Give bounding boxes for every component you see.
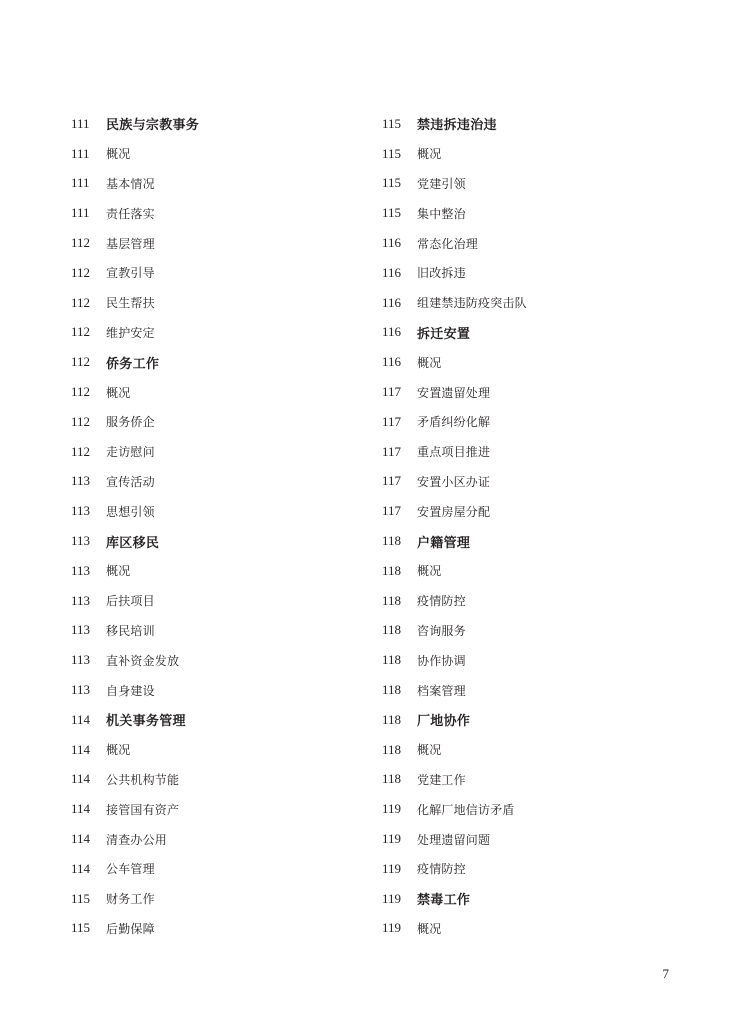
toc-page-number: 113: [71, 533, 91, 549]
toc-entry: [71, 288, 371, 318]
toc-entry-title: 安置房屋分配: [417, 504, 491, 519]
toc-page-number: 119: [382, 801, 402, 817]
toc-entry-title: 宣教引导: [106, 266, 155, 281]
toc-entry-title: 思想引领: [106, 504, 155, 519]
toc-entry: [382, 169, 682, 199]
toc-page-number: 116: [382, 235, 402, 251]
toc-entry: [382, 377, 682, 407]
toc-entry: [382, 794, 682, 824]
toc-entry: [71, 496, 371, 526]
toc-section-heading: [382, 705, 682, 735]
toc-page-number: 118: [382, 592, 402, 608]
toc-entry: [382, 914, 682, 944]
toc-entry-title: 宣传活动: [106, 474, 155, 489]
toc-section-heading: [71, 109, 371, 139]
toc-entry: [71, 854, 371, 884]
toc-page-number: 112: [71, 235, 91, 251]
toc-entry: [382, 407, 682, 437]
toc-page-number: 113: [71, 622, 91, 638]
toc-entry: [382, 347, 682, 377]
toc-page-number: 119: [382, 920, 402, 936]
toc-page-number: 115: [382, 205, 402, 221]
toc-entry-title: 基层管理: [106, 236, 155, 251]
toc-section-title: 拆迁安置: [417, 326, 471, 342]
toc-entry: [71, 407, 371, 437]
toc-section-heading: [71, 347, 371, 377]
toc-entry-title: 概况: [106, 385, 131, 400]
toc-page-number: 112: [71, 354, 91, 370]
toc-section-title: 侨务工作: [106, 356, 160, 372]
toc-entry: [71, 198, 371, 228]
toc-page-number: 114: [71, 860, 91, 876]
toc-page-number: 114: [71, 711, 91, 727]
toc-entry: [71, 914, 371, 944]
toc-page-number: 117: [382, 384, 402, 400]
toc-entry: [382, 765, 682, 795]
toc-entry: [382, 645, 682, 675]
toc-entry-title: 常态化治理: [417, 236, 479, 251]
toc-entry: [382, 288, 682, 318]
toc-entry: [382, 854, 682, 884]
toc-page-number: 113: [71, 503, 91, 519]
toc-section-heading: [382, 526, 682, 556]
toc-page-number: 112: [71, 384, 91, 400]
toc-entry: [382, 496, 682, 526]
toc-page-number: 111: [71, 175, 90, 191]
toc-entry-title: 处理遗留问题: [417, 832, 491, 847]
page-number: 7: [662, 966, 669, 981]
toc-page-number: 118: [382, 533, 402, 549]
toc-entry: [71, 318, 371, 348]
toc-entry-title: 移民培训: [106, 623, 155, 638]
toc-entry-title: 概况: [106, 147, 131, 162]
toc-page-number: 118: [382, 562, 402, 578]
toc-page-number: 119: [382, 860, 402, 876]
toc-entry-title: 协作协调: [417, 653, 466, 668]
toc-entry: [382, 735, 682, 765]
toc-entry-title: 旧改拆违: [417, 266, 466, 281]
toc-entry: [382, 437, 682, 467]
toc-section-heading: [382, 318, 682, 348]
toc-section-title: 厂地协作: [417, 714, 471, 730]
toc-column-right: [382, 109, 682, 943]
toc-entry-title: 清查办公用: [106, 832, 168, 847]
toc-entry: [71, 735, 371, 765]
toc-page-number: 112: [71, 294, 91, 310]
toc-entry-title: 概况: [417, 355, 442, 370]
toc-page-number: 112: [71, 413, 91, 429]
toc-entry: [71, 645, 371, 675]
toc-entry-title: 财务工作: [106, 892, 155, 907]
toc-entry: [71, 616, 371, 646]
toc-entry-title: 概况: [417, 921, 442, 936]
toc-entry-title: 公车管理: [106, 862, 155, 877]
toc-entry-title: 基本情况: [106, 176, 155, 191]
toc-entry-title: 公共机构节能: [106, 772, 180, 787]
toc-section-title: 户籍管理: [417, 535, 471, 551]
toc-page-number: 117: [382, 473, 402, 489]
toc-entry-title: 概况: [106, 743, 131, 758]
toc-entry: [71, 824, 371, 854]
toc-page-number: 112: [71, 264, 91, 280]
toc-entry-title: 化解厂地信访矛盾: [417, 802, 515, 817]
toc-entry-title: 后勤保障: [106, 921, 155, 936]
toc-page-number: 113: [71, 652, 91, 668]
toc-entry: [71, 228, 371, 258]
toc-entry: [71, 556, 371, 586]
toc-entry-title: 档案管理: [417, 683, 466, 698]
toc-page-number: 111: [71, 115, 90, 131]
toc-entry-title: 概况: [417, 743, 442, 758]
toc-page-number: 115: [71, 920, 91, 936]
toc-page-number: 118: [382, 652, 402, 668]
toc-page-number: 116: [382, 324, 402, 340]
toc-page-number: 115: [382, 145, 402, 161]
toc-entry-title: 矛盾纠纷化解: [417, 415, 491, 430]
toc-page-number: 115: [71, 890, 91, 906]
toc-entry: [71, 586, 371, 616]
toc-page-number: 114: [71, 831, 91, 847]
toc-page-number: 118: [382, 771, 402, 787]
toc-page-number: 119: [382, 890, 402, 906]
toc-page-number: 117: [382, 413, 402, 429]
toc-entry-title: 疫情防控: [417, 862, 466, 877]
toc-page-number: 115: [382, 175, 402, 191]
toc-entry-title: 责任落实: [106, 206, 155, 221]
toc-page-number: 115: [382, 115, 402, 131]
toc-entry: [71, 765, 371, 795]
toc-entry: [71, 377, 371, 407]
toc-entry: [71, 467, 371, 497]
toc-entry-title: 自身建设: [106, 683, 155, 698]
toc-entry-title: 重点项目推进: [417, 445, 491, 460]
toc-entry-title: 概况: [417, 564, 442, 579]
toc-entry-title: 接管国有资产: [106, 802, 180, 817]
toc-page-number: 117: [382, 443, 402, 459]
toc-entry-title: 民生帮扶: [106, 296, 155, 311]
toc-page-number: 118: [382, 741, 402, 757]
toc-entry-title: 集中整治: [417, 206, 466, 221]
toc-page-number: 114: [71, 801, 91, 817]
toc-section-heading: [382, 109, 682, 139]
toc-page-number: 111: [71, 205, 90, 221]
toc-section-heading: [71, 526, 371, 556]
toc-page-number: 118: [382, 622, 402, 638]
toc-section-heading: [71, 705, 371, 735]
toc-entry: [382, 198, 682, 228]
toc-entry: [382, 675, 682, 705]
toc-entry-title: 服务侨企: [106, 415, 155, 430]
toc-entry-title: 后扶项目: [106, 594, 155, 609]
toc-entry: [382, 228, 682, 258]
toc-page-number: 118: [382, 682, 402, 698]
toc-entry: [71, 884, 371, 914]
toc-entry: [382, 586, 682, 616]
toc-entry-title: 走访慰问: [106, 445, 155, 460]
toc-section-heading: [382, 884, 682, 914]
toc-section-title: 禁违拆违治违: [417, 118, 497, 134]
toc-entry-title: 组建禁违防疫突击队: [417, 296, 527, 311]
toc-page-number: 116: [382, 294, 402, 310]
toc-section-title: 库区移民: [106, 535, 160, 551]
toc-page-number: 112: [71, 443, 91, 459]
toc-column-left: [71, 109, 371, 943]
toc-page-number: 113: [71, 592, 91, 608]
toc-entry-title: 咨询服务: [417, 623, 466, 638]
toc-section-title: 机关事务管理: [106, 714, 186, 730]
toc-page-number: 117: [382, 503, 402, 519]
toc-page-number: 112: [71, 324, 91, 340]
toc-entry-title: 概况: [106, 564, 131, 579]
toc-page-number: 118: [382, 711, 402, 727]
toc-entry: [71, 794, 371, 824]
toc-entry: [382, 258, 682, 288]
toc-entry-title: 疫情防控: [417, 594, 466, 609]
toc-entry-title: 直补资金发放: [106, 653, 180, 668]
toc-entry-title: 党建引领: [417, 176, 466, 191]
toc-page-number: 113: [71, 562, 91, 578]
toc-page-number: 111: [71, 145, 90, 161]
toc-page-number: 119: [382, 831, 402, 847]
toc-entry-title: 概况: [417, 147, 442, 162]
toc-section-title: 禁毒工作: [417, 893, 471, 909]
toc-entry: [382, 616, 682, 646]
toc-page-number: 113: [71, 682, 91, 698]
toc-entry: [382, 556, 682, 586]
toc-page-number: 113: [71, 473, 91, 489]
toc-entry-title: 安置小区办证: [417, 474, 491, 489]
toc-page-number: 114: [71, 771, 91, 787]
toc-entry: [382, 139, 682, 169]
toc-entry: [382, 467, 682, 497]
toc-entry-title: 安置遗留处理: [417, 385, 491, 400]
toc-section-title: 民族与宗教事务: [106, 118, 200, 134]
toc-entry: [71, 258, 371, 288]
toc-entry-title: 党建工作: [417, 772, 466, 787]
toc-entry: [71, 675, 371, 705]
toc-page-number: 116: [382, 264, 402, 280]
toc-page-number: 116: [382, 354, 402, 370]
toc-entry-title: 维护安定: [106, 325, 155, 340]
toc-entry: [71, 437, 371, 467]
toc-entry: [71, 139, 371, 169]
toc-page-number: 114: [71, 741, 91, 757]
toc-entry: [71, 169, 371, 199]
toc-entry: [382, 824, 682, 854]
